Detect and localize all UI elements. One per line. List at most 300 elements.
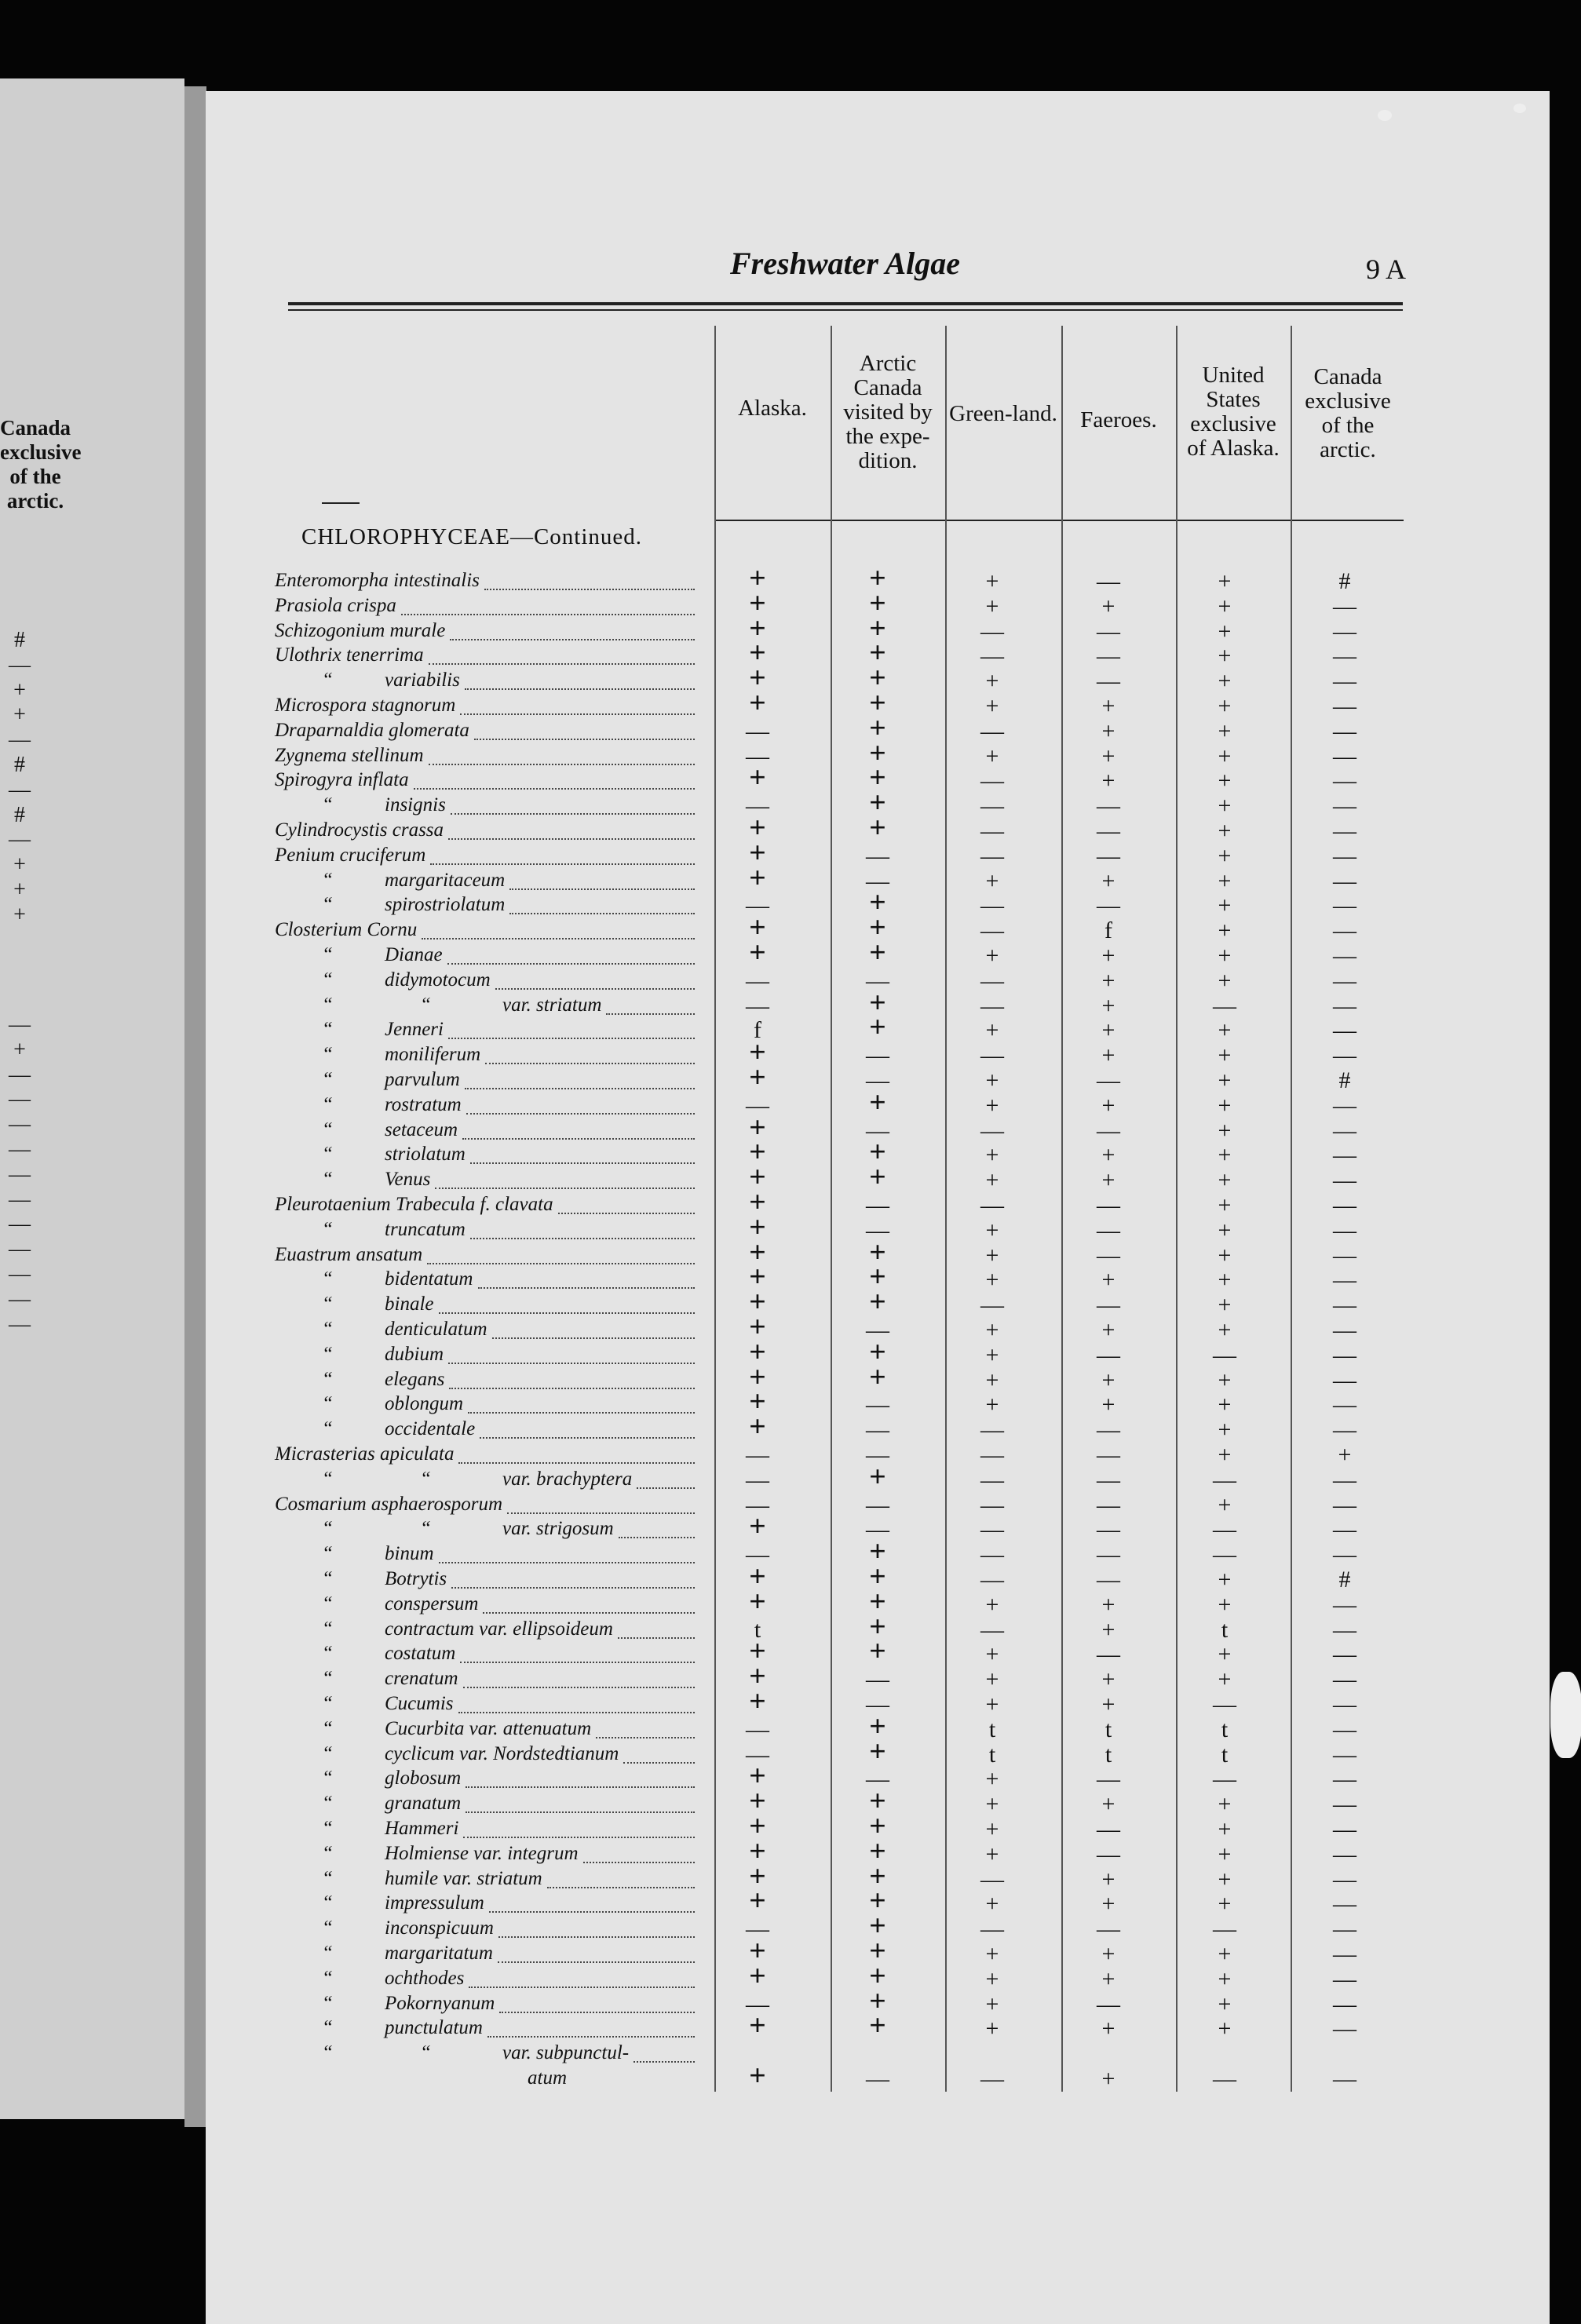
occurrence-mark: +: [749, 2009, 766, 2043]
ditto-mark: “: [420, 2042, 431, 2064]
left-page-mark: —: [9, 652, 31, 677]
ditto-mark: “: [322, 1593, 333, 1614]
leader-dots: [474, 737, 695, 740]
species-name: Ulothrix tenerrima: [275, 644, 424, 666]
occurrence-mark: +: [869, 1709, 886, 1743]
occurrence-mark: —: [1097, 1990, 1120, 2017]
occurrence-mark: —: [1097, 1641, 1120, 1668]
table-row: [0, 1910, 1581, 1943]
table-row: [0, 1709, 1581, 1743]
occurrence-mark: +: [869, 2009, 886, 2043]
leader-dots: [487, 2034, 695, 2038]
table-row: [0, 1984, 1581, 2018]
left-page-mark: #: [14, 802, 25, 827]
occurrence-mark: +: [869, 736, 886, 770]
occurrence-mark: —: [1333, 1641, 1356, 1668]
occurrence-mark: —: [866, 2066, 889, 2092]
occurrence-mark: —: [1213, 1341, 1236, 1368]
species-name: ochthodes: [385, 1967, 465, 1989]
occurrence-mark: —: [746, 892, 769, 919]
leader-dots: [478, 1286, 695, 1289]
occurrence-mark: +: [869, 1859, 886, 1893]
occurrence-mark: —: [1097, 643, 1120, 669]
occurrence-mark: +: [869, 786, 886, 820]
occurrence-mark: +: [985, 1317, 999, 1343]
leader-dots: [484, 587, 695, 590]
occurrence-mark: —: [746, 1541, 769, 1568]
occurrence-mark: —: [1333, 1491, 1356, 1518]
occurrence-mark: t: [1221, 1741, 1229, 1768]
occurrence-mark: —: [1333, 1366, 1356, 1393]
leader-dots: [462, 1136, 695, 1140]
ditto-mark: “: [322, 1693, 333, 1714]
occurrence-mark: —: [746, 992, 769, 1019]
occurrence-mark: +: [749, 562, 766, 595]
occurrence-mark: +: [869, 711, 886, 745]
occurrence-mark: +: [985, 867, 999, 894]
occurrence-mark: —: [980, 892, 1004, 919]
occurrence-mark: —: [866, 1516, 889, 1543]
table-row: [0, 1884, 1581, 1918]
occurrence-mark: —: [1333, 1716, 1356, 1742]
species-name: var. brachyptera: [502, 1468, 633, 1490]
species-name: setaceum: [385, 1118, 458, 1140]
occurrence-mark: +: [749, 586, 766, 620]
species-name: Micrasterias apiculata: [275, 1443, 455, 1465]
page-number: 9 A: [1366, 254, 1407, 285]
occurrence-mark: —: [866, 1691, 889, 1717]
occurrence-mark: +: [1218, 568, 1232, 594]
occurrence-mark: +: [985, 1366, 999, 1393]
occurrence-mark: +: [869, 1261, 886, 1294]
ditto-mark: “: [322, 944, 333, 965]
occurrence-mark: +: [869, 1535, 886, 1569]
occurrence-mark: +: [985, 1965, 999, 1992]
leader-dots: [430, 862, 695, 865]
occurrence-mark: +: [1218, 867, 1232, 894]
occurrence-mark: +: [1101, 693, 1115, 719]
species-name: insignis: [385, 794, 446, 816]
occurrence-mark: +: [1218, 1491, 1232, 1518]
table-row: [0, 1834, 1581, 1868]
occurrence-mark: +: [1101, 1267, 1115, 1293]
left-page-mark: —: [9, 1312, 31, 1337]
occurrence-mark: +: [749, 1834, 766, 1868]
leader-dots: [618, 1636, 695, 1639]
occurrence-mark: —: [1213, 2066, 1236, 2092]
occurrence-mark: +: [869, 1610, 886, 1644]
leader-dots: [429, 662, 695, 665]
occurrence-mark: +: [869, 1910, 886, 1943]
occurrence-mark: —: [866, 1117, 889, 1144]
occurrence-mark: +: [869, 1161, 886, 1195]
occurrence-mark: —: [1333, 918, 1356, 944]
leader-dots: [427, 1261, 695, 1264]
occurrence-mark: —: [1333, 1766, 1356, 1793]
occurrence-mark: #: [1338, 1067, 1351, 1093]
occurrence-mark: +: [985, 1691, 999, 1717]
ditto-mark: “: [322, 1368, 333, 1390]
occurrence-mark: #: [1338, 1567, 1351, 1593]
occurrence-mark: +: [1101, 867, 1115, 894]
leader-dots: [606, 1012, 695, 1015]
occurrence-mark: +: [1218, 1392, 1232, 1418]
occurrence-mark: t: [1105, 1741, 1112, 1768]
occurrence-mark: +: [1101, 1142, 1115, 1169]
occurrence-mark: —: [746, 1716, 769, 1742]
left-page-mark: —: [9, 1262, 31, 1286]
column-header-5: United States exclusive of Alaska.: [1187, 363, 1280, 461]
occurrence-mark: —: [1097, 1067, 1120, 1093]
leader-dots: [492, 1336, 695, 1339]
ditto-mark: “: [322, 1468, 333, 1490]
occurrence-mark: +: [1338, 1442, 1352, 1468]
occurrence-mark: +: [749, 1061, 766, 1094]
occurrence-mark: —: [1097, 793, 1120, 819]
leader-dots: [466, 1785, 695, 1788]
occurrence-mark: +: [985, 1990, 999, 2017]
header-rule-thick: [288, 302, 1403, 305]
occurrence-mark: t: [1221, 1616, 1229, 1643]
table-row: [0, 1210, 1581, 1244]
occurrence-mark: +: [1218, 1242, 1232, 1268]
occurrence-mark: —: [746, 1990, 769, 2017]
occurrence-mark: +: [1218, 2016, 1232, 2042]
species-name: Pleurotaenium Trabecula f. clavata: [275, 1194, 553, 1215]
occurrence-mark: +: [1101, 742, 1115, 769]
ditto-mark: “: [322, 1118, 333, 1140]
leader-dots: [460, 712, 695, 715]
occurrence-mark: +: [985, 1641, 999, 1668]
occurrence-mark: —: [1097, 1417, 1120, 1443]
occurrence-mark: —: [1333, 818, 1356, 844]
ditto-mark: “: [322, 1818, 333, 1839]
species-name: Schizogonium murale: [275, 619, 446, 641]
occurrence-mark: —: [1213, 1516, 1236, 1543]
ditto-mark: “: [322, 1218, 333, 1240]
occurrence-mark: +: [985, 568, 999, 594]
species-name: costatum: [385, 1643, 456, 1665]
leader-dots: [458, 1710, 695, 1713]
occurrence-mark: —: [746, 742, 769, 769]
occurrence-mark: —: [1097, 818, 1120, 844]
occurrence-mark: +: [1218, 1641, 1232, 1668]
species-name: impressulum: [385, 1892, 484, 1914]
occurrence-mark: +: [869, 637, 886, 670]
table-row: [0, 1491, 1581, 1519]
ditto-mark: “: [322, 1169, 333, 1191]
occurrence-mark: +: [869, 1959, 886, 1993]
column-header-1: Alaska.: [738, 396, 807, 421]
species-name: parvulum: [385, 1069, 460, 1090]
table-row: [0, 1036, 1581, 1070]
table-row: [0, 936, 1581, 969]
occurrence-mark: +: [1218, 1791, 1232, 1818]
occurrence-mark: —: [1333, 1167, 1356, 1194]
occurrence-mark: —: [866, 1766, 889, 1793]
leader-dots: [435, 1186, 695, 1189]
occurrence-mark: —: [1333, 1741, 1356, 1768]
occurrence-mark: +: [985, 1891, 999, 1917]
occurrence-mark: —: [1333, 2066, 1356, 2092]
occurrence-mark: —: [1213, 1766, 1236, 1793]
occurrence-mark: +: [1218, 1965, 1232, 1992]
occurrence-mark: —: [866, 1317, 889, 1343]
occurrence-mark: t: [1221, 1716, 1229, 1742]
ditto-mark: “: [322, 1518, 333, 1540]
occurrence-mark: —: [980, 768, 1004, 794]
occurrence-mark: +: [869, 1785, 886, 1819]
occurrence-mark: +: [749, 1210, 766, 1244]
leader-dots: [458, 1461, 695, 1464]
occurrence-mark: t: [988, 1716, 996, 1742]
ditto-mark: “: [322, 1668, 333, 1690]
stub-rule: [322, 502, 360, 504]
occurrence-mark: +: [985, 1017, 999, 1044]
left-page-mark: —: [9, 1012, 31, 1037]
occurrence-mark: +: [749, 1685, 766, 1718]
occurrence-mark: +: [1218, 1117, 1232, 1144]
left-page-mark: +: [13, 902, 26, 927]
species-name: Closterium Cornu: [275, 919, 418, 941]
occurrence-mark: +: [749, 1560, 766, 1593]
occurrence-mark: +: [749, 1760, 766, 1793]
leader-dots: [463, 1835, 695, 1838]
occurrence-mark: +: [1218, 1567, 1232, 1593]
table-row: [0, 637, 1581, 670]
leader-dots: [465, 1086, 695, 1089]
occurrence-mark: —: [1333, 643, 1356, 669]
left-page-mark: —: [9, 1062, 31, 1087]
occurrence-mark: +: [985, 1941, 999, 1967]
species-name: moniliferum: [385, 1044, 481, 1066]
occurrence-mark: —: [1097, 842, 1120, 869]
species-name: Draparnaldia glomerata: [275, 719, 469, 741]
species-name: Botrytis: [385, 1568, 447, 1589]
table-row: [0, 1935, 1581, 1968]
occurrence-mark: —: [1333, 1267, 1356, 1293]
occurrence-mark: +: [1101, 1591, 1115, 1618]
table-row: [0, 1235, 1581, 1269]
occurrence-mark: +: [1218, 943, 1232, 969]
occurrence-mark: —: [1333, 618, 1356, 644]
occurrence-mark: +: [1218, 1142, 1232, 1169]
occurrence-mark: —: [1333, 1541, 1356, 1568]
ditto-mark: “: [322, 2017, 333, 2039]
occurrence-mark: +: [869, 1360, 886, 1394]
species-name: elegans: [385, 1368, 445, 1390]
occurrence-mark: +: [985, 1267, 999, 1293]
leader-dots: [468, 1410, 695, 1414]
occurrence-mark: —: [980, 2066, 1004, 2092]
table-row: [0, 1510, 1581, 1544]
occurrence-mark: +: [1101, 593, 1115, 619]
occurrence-mark: —: [866, 1666, 889, 1693]
species-name: denticulatum: [385, 1319, 487, 1340]
occurrence-mark: —: [980, 1192, 1004, 1218]
speck: [1550, 1672, 1581, 1758]
occurrence-mark: —: [746, 1442, 769, 1468]
occurrence-mark: —: [1097, 1567, 1120, 1593]
table-row: [0, 687, 1581, 720]
table-row: [0, 1410, 1581, 1444]
occurrence-mark: +: [1218, 1167, 1232, 1194]
table-row: [0, 1685, 1581, 1718]
occurrence-mark: +: [985, 668, 999, 695]
left-page-mark: #: [14, 628, 25, 652]
occurrence-mark: +: [985, 1242, 999, 1268]
table-row: [0, 1360, 1581, 1394]
leader-dots: [451, 1585, 695, 1589]
leader-dots: [449, 1386, 695, 1389]
occurrence-mark: —: [746, 1741, 769, 1768]
occurrence-mark: —: [1097, 1242, 1120, 1268]
occurrence-mark: +: [749, 1385, 766, 1419]
species-name: var. strigosum: [502, 1518, 614, 1540]
ditto-mark: “: [322, 1892, 333, 1914]
column-head-rule: [714, 520, 1404, 521]
occurrence-mark: +: [1218, 1067, 1232, 1093]
occurrence-mark: f: [754, 1017, 761, 1044]
occurrence-mark: +: [1218, 1317, 1232, 1343]
table-row: [0, 662, 1581, 695]
ditto-mark: “: [322, 2042, 333, 2064]
occurrence-mark: —: [1213, 992, 1236, 1019]
species-name: didymotocum: [385, 969, 491, 991]
occurrence-mark: —: [1333, 1292, 1356, 1319]
leader-dots: [498, 1935, 695, 1938]
occurrence-mark: +: [869, 761, 886, 795]
occurrence-mark: +: [749, 1859, 766, 1893]
occurrence-mark: +: [1101, 768, 1115, 794]
table-row: [0, 2009, 1581, 2043]
occurrence-mark: —: [980, 793, 1004, 819]
table-row: [0, 886, 1581, 920]
occurrence-mark: —: [1333, 1017, 1356, 1044]
occurrence-mark: —: [746, 1916, 769, 1943]
species-name: Jenneri: [385, 1019, 444, 1041]
occurrence-mark: +: [1101, 1092, 1115, 1118]
speck: [1378, 110, 1392, 121]
left-page-mark: +: [13, 877, 26, 902]
table-row: [0, 1085, 1581, 1119]
occurrence-mark: —: [980, 1541, 1004, 1568]
ditto-mark: “: [322, 1044, 333, 1066]
table-row: [0, 1335, 1581, 1369]
occurrence-mark: +: [749, 1884, 766, 1918]
occurrence-mark: —: [746, 717, 769, 744]
left-page-mark: +: [13, 852, 26, 877]
left-page-mark: —: [9, 1112, 31, 1137]
species-name: Microspora stagnorum: [275, 695, 456, 716]
ditto-mark: “: [322, 1268, 333, 1290]
occurrence-mark: —: [1333, 1341, 1356, 1368]
occurrence-mark: —: [866, 1042, 889, 1069]
occurrence-mark: —: [1333, 1841, 1356, 1867]
occurrence-mark: —: [980, 618, 1004, 644]
speck: [1513, 104, 1526, 113]
occurrence-mark: +: [1218, 1941, 1232, 1967]
table-row: [0, 1610, 1581, 1644]
table-row: [0, 1535, 1581, 1569]
occurrence-mark: +: [1218, 918, 1232, 944]
leader-dots: [509, 911, 695, 914]
left-page-mark: —: [9, 777, 31, 802]
occurrence-mark: +: [1218, 1442, 1232, 1468]
leader-dots: [637, 1486, 695, 1489]
occurrence-mark: —: [1333, 1217, 1356, 1243]
column-header-6: Canada exclusive of the arctic.: [1305, 364, 1391, 462]
occurrence-mark: —: [980, 1442, 1004, 1468]
occurrence-mark: +: [749, 1111, 766, 1144]
leader-dots: [448, 837, 695, 840]
species-name: contractum var. ellipsoideum: [385, 1618, 613, 1640]
occurrence-mark: +: [985, 1217, 999, 1243]
occurrence-mark: +: [869, 611, 886, 645]
leader-dots: [623, 1760, 695, 1764]
leader-dots: [483, 1611, 695, 1614]
occurrence-mark: —: [980, 1567, 1004, 1593]
leader-dots: [401, 612, 695, 615]
occurrence-mark: —: [1097, 668, 1120, 695]
occurrence-mark: —: [1333, 1417, 1356, 1443]
occurrence-mark: —: [980, 643, 1004, 669]
table-row: [0, 986, 1581, 1020]
table-row: [0, 861, 1581, 895]
occurrence-mark: +: [1101, 1167, 1115, 1194]
table-row: [0, 1585, 1581, 1618]
ditto-mark: “: [322, 1418, 333, 1440]
occurrence-mark: t: [1105, 1716, 1112, 1742]
occurrence-mark: —: [866, 1442, 889, 1468]
species-name: granatum: [385, 1793, 462, 1815]
ditto-mark: “: [322, 1793, 333, 1815]
table-row: [0, 1136, 1581, 1169]
occurrence-mark: —: [1213, 1916, 1236, 1943]
ditto-mark: “: [322, 969, 333, 991]
occurrence-mark: +: [1218, 1192, 1232, 1218]
occurrence-mark: +: [1218, 1990, 1232, 2017]
occurrence-mark: +: [749, 861, 766, 895]
ditto-mark: “: [322, 1543, 333, 1565]
species-name: binale: [385, 1293, 434, 1315]
occurrence-mark: +: [985, 1092, 999, 1118]
table-row: [0, 586, 1581, 620]
species-name: var. subpunctul-: [502, 2042, 630, 2064]
occurrence-mark: +: [1101, 717, 1115, 744]
occurrence-mark: —: [1333, 1866, 1356, 1892]
species-name: truncatum: [385, 1218, 466, 1240]
occurrence-mark: —: [866, 1067, 889, 1093]
occurrence-mark: +: [869, 812, 886, 845]
table-row: [0, 1560, 1581, 1593]
occurrence-mark: —: [1333, 593, 1356, 619]
occurrence-mark: —: [1213, 1691, 1236, 1717]
occurrence-mark: —: [980, 1042, 1004, 1069]
occurrence-mark: +: [1101, 1866, 1115, 1892]
occurrence-mark: —: [866, 1491, 889, 1518]
species-name: binum: [385, 1543, 434, 1565]
occurrence-mark: +: [1101, 1666, 1115, 1693]
occurrence-mark: +: [1218, 1042, 1232, 1069]
leader-dots: [439, 1311, 695, 1314]
occurrence-mark: +: [1101, 1317, 1115, 1343]
occurrence-mark: +: [869, 1984, 886, 2018]
column-header-3: Green-land.: [949, 401, 1057, 426]
occurrence-mark: —: [1333, 892, 1356, 919]
leader-dots: [547, 1885, 695, 1888]
occurrence-mark: —: [1333, 867, 1356, 894]
